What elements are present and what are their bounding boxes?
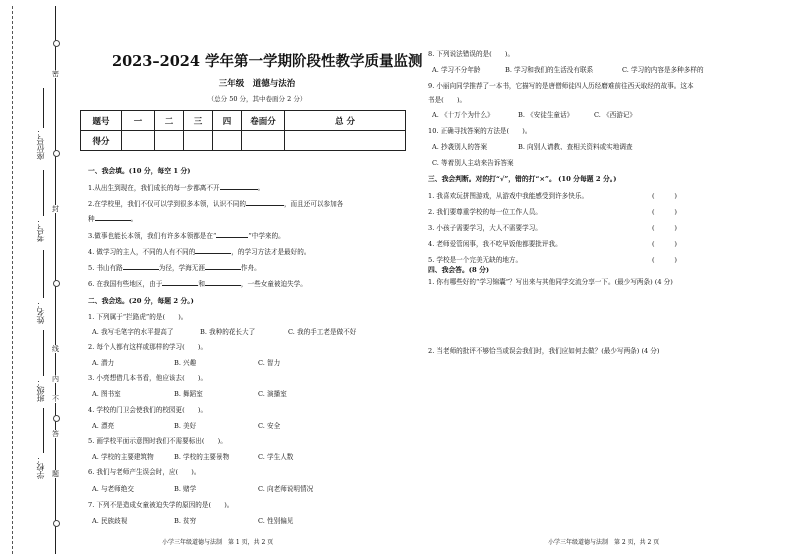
seal-char: 密 (52, 70, 59, 78)
answer-blank[interactable] (205, 269, 241, 270)
score-header: 四 (213, 111, 242, 131)
option[interactable]: A. 民族歧视 (92, 517, 128, 525)
question: 4. 学校的门卫会使我们的校园更( )。 (88, 406, 208, 414)
question: 种 。 (88, 215, 138, 223)
score-cell[interactable] (184, 131, 213, 151)
question: 书是( )。 (428, 96, 467, 104)
answer-paren[interactable]: ( ) (652, 208, 677, 216)
option[interactable]: B. 《安徒生童话》 (518, 111, 574, 119)
class-label: 班级： (36, 378, 45, 402)
binding-margin (0, 0, 60, 560)
score-header: 一 (122, 111, 155, 131)
section-3-heading: 三、我会判断。对的打“√”，错的打“×”。 (10 分每题 2 分。) (428, 175, 617, 183)
option[interactable]: C. 等着别人主动来告诉答案 (432, 159, 514, 167)
option[interactable]: C. 学习的内容是多种多样的 (622, 66, 704, 74)
score-header: 二 (155, 111, 184, 131)
exam-label: 考号： (36, 218, 45, 242)
question-text: 种 (88, 215, 95, 223)
question: 1.从出生到现在，我们成长的每一步都离不开 。 (88, 184, 265, 192)
seal-char: 题 (52, 470, 59, 478)
answer-blank[interactable] (216, 237, 248, 238)
question: 5. 画学校平面示意图时我们不需要标出( )。 (88, 437, 227, 445)
outer-dashed-line (12, 6, 13, 554)
name-label: 姓名： (36, 300, 45, 324)
question-text: ，一些女童被迫失学。 (240, 280, 307, 288)
question: 2. 每个人都有这样或那样的学习( )。 (88, 343, 208, 351)
option[interactable]: B. 学校的主要景物 (174, 453, 230, 461)
score-cell[interactable] (242, 131, 285, 151)
judgement-item: 5. 学校是一个完美无缺的地方。 (428, 256, 523, 264)
question-text: 1.从出生到现在，我们成长的每一步都离不开 (88, 184, 220, 192)
question: 8. 下列说法错误的是( )。 (428, 50, 515, 58)
option[interactable]: A. 抄袭别人的答案 (432, 143, 488, 151)
answer-paren[interactable]: ( ) (652, 240, 677, 248)
option[interactable]: C. 性别偏见 (258, 517, 294, 525)
option[interactable]: A. 图书室 (92, 390, 121, 398)
question: 9. 小丽向同学推荐了一本书，它描写的是唐僧师徒四人历经磨难前往西天取经的故事。这本 (428, 82, 694, 90)
question: 7. 下列不是造成女童被迫失学的原因的是( )。 (88, 501, 234, 509)
answer-paren[interactable]: ( ) (652, 224, 677, 232)
section-2-heading: 二、我会选。(20 分，每题 2 分。) (88, 297, 194, 305)
section-1-heading: 一、我会填。(10 分，每空 1 分) (88, 167, 191, 175)
option[interactable]: B. 我种的花长大了 (200, 328, 256, 336)
option[interactable]: C. 学生人数 (258, 453, 294, 461)
question: 6. 我们与老师产生误会时，应( )。 (88, 468, 201, 476)
score-cell[interactable] (213, 131, 242, 151)
seal-char: 线 (52, 345, 59, 353)
question: 3. 小亮想借几本书看，他应该去( )。 (88, 374, 208, 382)
page-footer: 小学三年级道德与法制 第 2 页，共 2 页 (548, 539, 660, 546)
question-text: 作舟。 (240, 264, 261, 272)
answer-blank[interactable] (195, 253, 231, 254)
answer-blank[interactable] (246, 205, 284, 206)
class-field[interactable] (43, 330, 44, 376)
option[interactable]: A. 漂亮 (92, 422, 115, 430)
answer-area[interactable] (428, 290, 728, 340)
question: 10. 正确寻找答案的方法是( )。 (428, 127, 532, 135)
score-cell[interactable] (122, 131, 155, 151)
option[interactable]: B. 贫穷 (174, 517, 197, 525)
option[interactable]: A. 《十万个为什么》 (432, 111, 494, 119)
question-text: ，的学习方法才是最好的。 (231, 248, 311, 256)
option[interactable]: A. 学校的主要建筑物 (92, 453, 154, 461)
option[interactable]: C. 演播室 (258, 390, 287, 398)
question-text: 5. 书山有路 (88, 264, 123, 272)
seal-char: 内 (52, 375, 59, 383)
option[interactable]: B. 向别人请教、查相关资料或实地调查 (518, 143, 633, 151)
question (88, 280, 307, 289)
question: 2. 当老师的批评不够恰当或误会我们时，我们应如何去做？(最少写两条) (4 分) (428, 347, 660, 355)
section-4-heading: 四、我会答。(8 分) (428, 266, 490, 274)
option[interactable]: B. 兴趣 (174, 359, 197, 367)
seal-char: 不 (52, 395, 59, 403)
option[interactable]: A. 潜力 (92, 359, 115, 367)
score-header: 三 (184, 111, 213, 131)
question: 1. 你有哪些好的“学习锦囊”？写出来与其他同学交流分享一下。(最少写两条) (4 分) (428, 278, 673, 286)
answer-area[interactable] (428, 360, 728, 520)
option[interactable]: C. 智力 (258, 359, 281, 367)
binding-hole (53, 520, 60, 527)
binding-hole (53, 40, 60, 47)
score-cell[interactable] (155, 131, 184, 151)
score-row-label: 得分 (81, 131, 122, 151)
page-footer: 小学三年级道德与法制 第 1 页，共 2 页 (162, 539, 274, 546)
question-text: 和 (198, 280, 205, 288)
option[interactable]: B. 美好 (174, 422, 197, 430)
option[interactable]: C. 安全 (258, 422, 281, 430)
name-field[interactable] (43, 250, 44, 298)
question-text: ”中学来的。 (248, 232, 285, 240)
answer-blank[interactable] (220, 189, 258, 190)
answer-blank[interactable] (205, 285, 241, 286)
option[interactable]: B. 学习和我们的生活没有联系 (505, 66, 594, 74)
score-header: 总 分 (285, 111, 406, 131)
judgement-item: 4. 老师爱管闲事，我不吃早饭他都要批评我。 (428, 240, 562, 248)
answer-blank[interactable] (95, 220, 131, 221)
score-table (80, 110, 406, 151)
binding-hole (53, 415, 60, 422)
question (88, 232, 285, 241)
question-text: ，而且还可以参加各 (283, 200, 344, 208)
score-header: 题号 (81, 111, 122, 131)
exam-title: 2023–2024 学年第一学期阶段性教学质量监测 (112, 53, 423, 70)
option[interactable]: B. 舞蹈室 (174, 390, 203, 398)
answer-paren[interactable]: ( ) (652, 192, 677, 200)
judgement-item: 2. 我们要尊重学校的每一位工作人员。 (428, 208, 542, 216)
seat-field[interactable] (43, 88, 44, 128)
option[interactable]: A. 与老师绝交 (92, 485, 134, 493)
question (88, 264, 261, 273)
question-text: 3.做事也能长本领，我们有许多本领都是在“ (88, 232, 217, 240)
school-label: 学校： (36, 455, 45, 479)
judgement-item: 1. 我喜欢玩拼图游戏，从游戏中我能感受到许多快乐。 (428, 192, 589, 200)
option[interactable]: A. 我写毛笔字的水平提高了 (92, 328, 174, 336)
question-text: 4. 做学习的主人，不同的人有不同的 (88, 248, 196, 256)
school-field[interactable] (43, 408, 44, 453)
option[interactable]: C. 我的手工老是做不好 (288, 328, 357, 336)
answer-blank[interactable] (162, 285, 198, 286)
judgement-item: 3. 小孩子需要学习，大人不需要学习。 (428, 224, 542, 232)
seal-char: 封 (52, 205, 59, 213)
score-cell[interactable] (285, 131, 406, 151)
option[interactable]: C. 《西游记》 (594, 111, 636, 119)
question: 1. 下列属于“拦路虎”的是( )。 (88, 313, 188, 321)
seat-label: 座位号： (36, 128, 45, 160)
option[interactable]: B. 赌学 (174, 485, 197, 493)
question-text: 为径，学海无涯 (158, 264, 205, 272)
binding-hole (53, 150, 60, 157)
exam-subtitle: 三年级 道德与法治 (218, 79, 296, 89)
score-header: 卷面分 (242, 111, 285, 131)
answer-blank[interactable] (123, 269, 159, 270)
option[interactable]: A. 学习不分年龄 (432, 66, 481, 74)
option[interactable]: C. 向老师说明情况 (258, 485, 314, 493)
answer-paren[interactable]: ( ) (652, 256, 677, 264)
score-note: （总分 50 分，其中卷面分 2 分） (207, 95, 307, 103)
question-text: 6. 在我国有些地区，由于 (88, 280, 163, 288)
seal-char: 答 (52, 430, 59, 438)
binding-hole (53, 280, 60, 287)
exam-number-field[interactable] (43, 170, 44, 216)
question (88, 248, 310, 257)
question (88, 200, 343, 209)
question-text: 2.在学校里，我们不仅可以学到很多本领，认识不同的 (88, 200, 246, 208)
